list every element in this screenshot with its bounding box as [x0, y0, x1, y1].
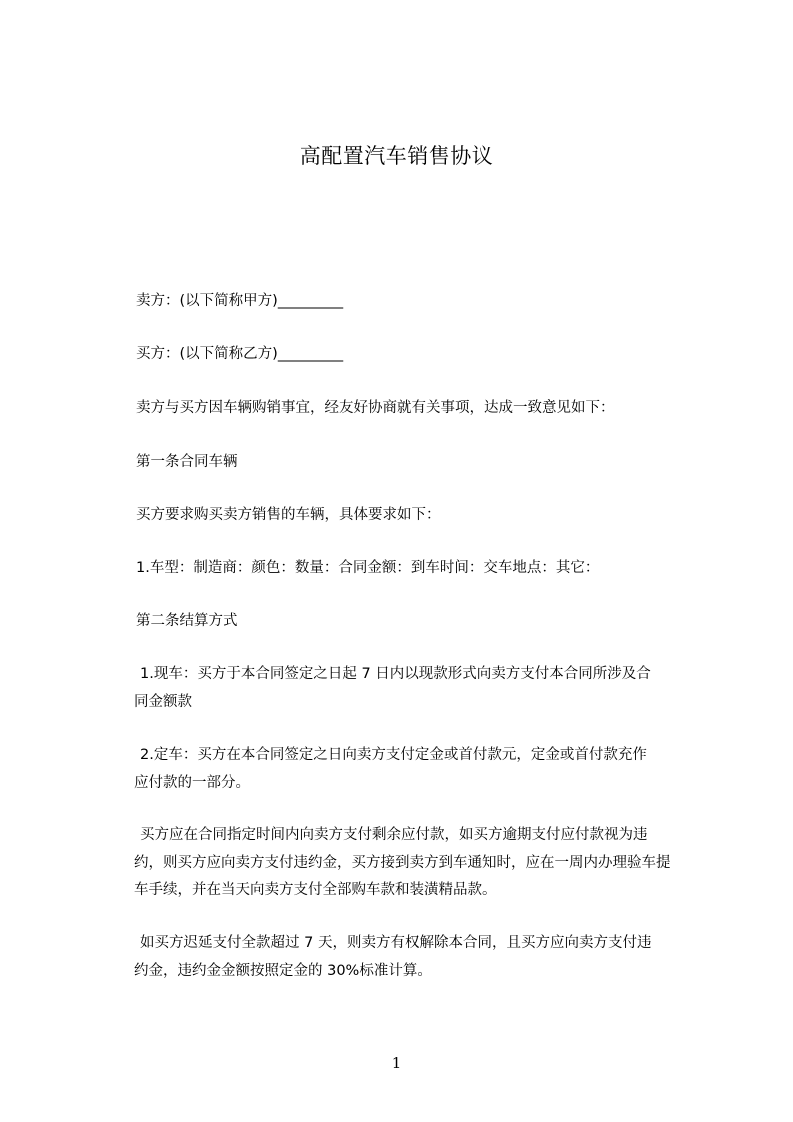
- buyer-line: 买方：(以下简称乙方)_________: [136, 346, 344, 362]
- article2-item1-line2: 同金额款: [134, 694, 192, 710]
- intro-paragraph: 卖方与买方因车辆购销事宜，经友好协商就有关事项，达成一致意见如下：: [136, 400, 615, 416]
- article2-item1-line1: 1.现车：买方于本合同签定之日起 7 日内以现款形式向卖方支付本合同所涉及合: [140, 666, 651, 682]
- delay-paragraph-line2: 约金，违约金金额按照定金的 30%标准计算。: [134, 963, 432, 979]
- article2-item2-line2: 应付款的一部分。: [134, 775, 250, 791]
- document-title: 高配置汽车销售协议: [299, 144, 494, 168]
- article1-heading: 第一条合同车辆: [136, 454, 238, 470]
- payment-paragraph-line3: 车手续，并在当天向卖方支付全部购车款和装潢精品款。: [134, 882, 497, 898]
- payment-paragraph-line2: 约，则买方应向卖方支付违约金，买方接到卖方到车通知时，应在一周内办理验车提: [134, 855, 671, 871]
- payment-paragraph-line1: 买方应在合同指定时间内向卖方支付剩余应付款，如买方逾期支付应付款视为违: [140, 827, 648, 843]
- article1-text: 买方要求购买卖方销售的车辆，具体要求如下：: [136, 507, 441, 523]
- delay-paragraph-line1: 如买方迟延支付全款超过 7 天，则卖方有权解除本合同，且买方应向卖方支付违: [140, 935, 652, 951]
- seller-line: 卖方：(以下简称甲方)_________: [136, 293, 344, 309]
- article2-heading: 第二条结算方式: [136, 613, 238, 629]
- article1-item1: 1.车型：制造商：颜色：数量：合同金额：到车时间：交车地点：其它：: [136, 560, 600, 576]
- article2-item2-line1: 2.定车：买方在本合同签定之日向卖方支付定金或首付款元，定金或首付款充作: [140, 747, 647, 763]
- page-number: 1: [391, 1054, 402, 1072]
